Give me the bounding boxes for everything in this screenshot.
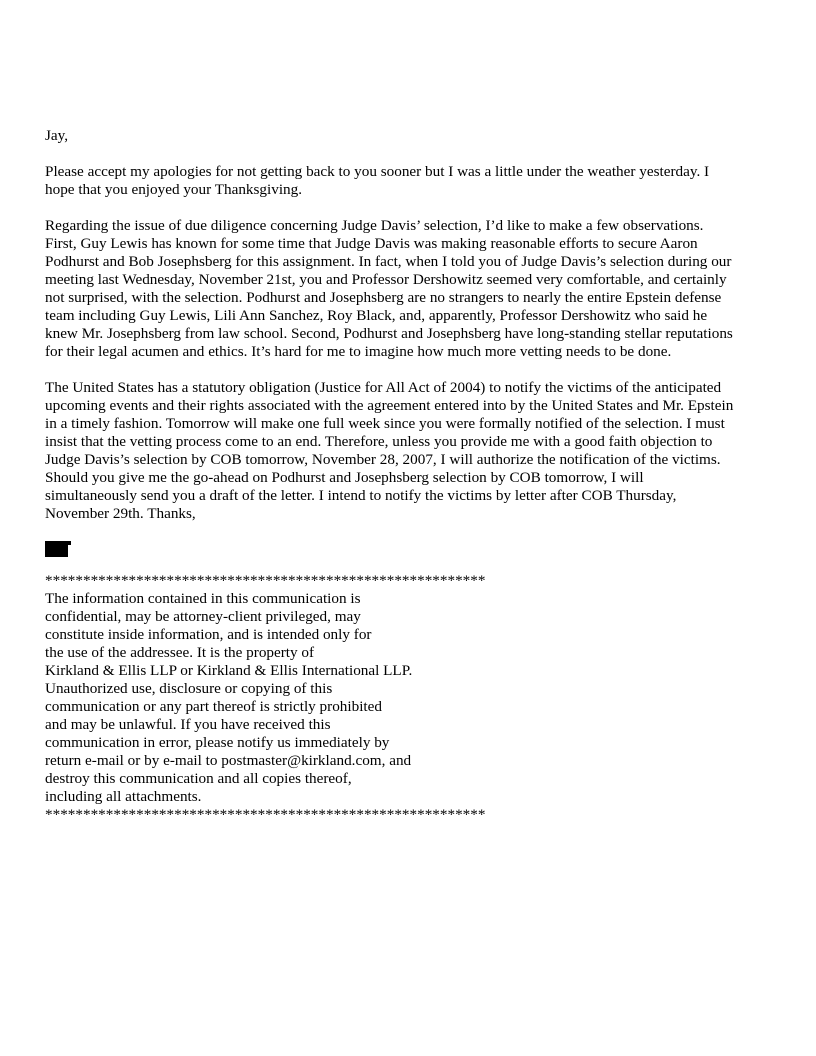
disclaimer-text: The information contained in this communication is confidential, may be attorney-client privileged, may constitute inside information, and is intended only for the use of the addressee. It is the property of Kirkland & Ellis LLP or Kirkland & Ellis International LLP. Unauthorized use, disclosure or copying of this communication or any part thereof is strictly prohibited and may be unlawful. If you have received this communication in error, please notify us immediately by return e-mail or by e-mail to postmaster@kirkland.com, and destroy this communication and all copies thereof, including all attachments. [45,590,413,805]
email-paragraph-notification: The United States has a statutory obligation (Justice for All Act of 2004) to notify the victims of the anticipated upcoming events and their rights associated with the agreement entered into by the United States and Mr. Epstein in a timely fashion. Tomorrow will make one full week since you were formally notified of the selection. I must insist that the vetting process come to an end. Therefore, unless you provide me with a good faith objection to Judge Davis’s selection by COB tomorrow, November 28, 2007, I will authorize the notification of the victims. Should you give me the go-ahead on Podhurst and Josephsberg selection by COB tomorrow, I will simultaneously send you a draft of the letter. I intend to notify the victims by letter after COB Thursday, November 29th. Thanks, [45,379,734,522]
email-paragraph-apology: Please accept my apologies for not getting back to you sooner but I was a little under the weather yesterday. I hope that you enjoyed your Thanksgiving. [45,163,710,198]
disclaimer-separator-bottom: ********************************************************** [45,806,486,823]
redaction-mark [68,541,71,545]
redaction-box [45,541,68,557]
email-paragraph-due-diligence: Regarding the issue of due diligence concerning Judge Davis’ selection, I’d like to make a few observations. First, Guy Lewis has known for some time that Judge Davis was making reasonable efforts to secure Aaron Podhurst and Bob Josephsberg for this assignment. In fact, when I told you of Judge Davis’s selection during our meeting last Wednesday, November 21st, you and Professor Dershowitz seemed very comfortable, and certainly not surprised, with the selection. Podhurst and Josephsberg are no strangers to nearly the entire Epstein defense team including Guy Lewis, Lili Ann Sanchez, Roy Black, and, apparently, Professor Dershowitz who said he knew Mr. Josephsberg from law school. Second, Podhurst and Josephsberg have long-standing stellar reputations for their legal acumen and ethics. It’s hard for me to imagine how much more vetting needs to be done. [45,217,733,360]
email-greeting: Jay, [45,127,69,144]
confidentiality-disclaimer [45,572,775,824]
signature-redaction [45,541,775,559]
email-document [45,127,775,824]
disclaimer-separator-top: ********************************************************** [45,572,486,589]
